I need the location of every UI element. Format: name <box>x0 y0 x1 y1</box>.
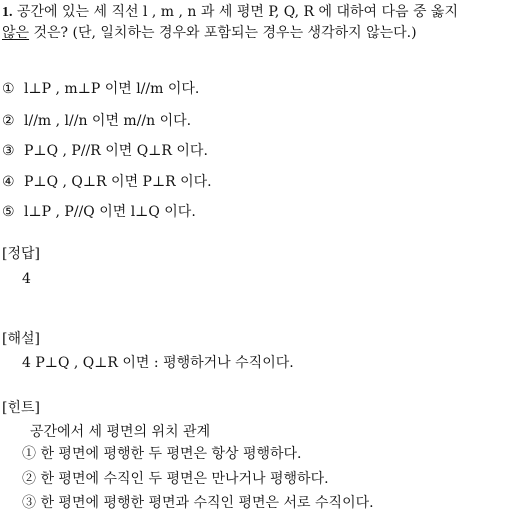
hint-label: [힌트] <box>2 400 40 416</box>
option-text: l⊥P , m⊥P 이면 l//m 이다. <box>24 81 200 97</box>
option-mark: ④ <box>2 174 15 190</box>
hint-item-1: ① 한 평면에 평행한 두 평면은 항상 평행하다. <box>22 446 302 462</box>
hint-item-2: ② 한 평면에 수직인 두 평면은 만나거나 평행하다. <box>22 471 329 487</box>
explanation-label: [해설] <box>2 331 40 347</box>
option-5[interactable] <box>2 203 196 221</box>
hint-title: 공간에서 세 평면의 위치 관계 <box>30 424 211 440</box>
option-mark: ③ <box>2 143 15 159</box>
hint-item-3: ③ 한 평면에 평행한 평면과 수직인 평면은 서로 수직이다. <box>22 495 374 511</box>
option-1[interactable] <box>2 80 199 98</box>
explanation-text: 4 P⊥Q , Q⊥R 이면 : 평행하거나 수직이다. <box>22 355 294 371</box>
option-2[interactable] <box>2 112 191 130</box>
question-stem-emphasis: 않은 <box>2 25 30 41</box>
question-stem-condition: 것은? (단, 일치하는 경우와 포함되는 경우는 생각하지 않는다.) <box>29 25 417 41</box>
answer-value: 4 <box>22 271 31 287</box>
question-stem-text: 공간에 있는 세 직선 l , m , n 과 세 평면 P, Q, R 에 대하여 다음 중 옳지 <box>16 4 458 20</box>
option-mark: ① <box>2 81 15 97</box>
question-number: 1. <box>2 5 13 20</box>
answer-label: [정답] <box>2 246 40 262</box>
option-text: l//m , l//n 이면 m//n 이다. <box>24 113 192 129</box>
question-stem-line2 <box>2 24 417 42</box>
option-mark: ② <box>2 113 15 129</box>
option-3[interactable] <box>2 142 208 160</box>
option-text: l⊥P , P//Q 이면 l⊥Q 이다. <box>24 204 196 220</box>
option-mark: ⑤ <box>2 204 15 220</box>
option-text: P⊥Q , P//R 이면 Q⊥R 이다. <box>24 143 208 159</box>
option-4[interactable] <box>2 173 212 191</box>
option-text: P⊥Q , Q⊥R 이면 P⊥R 이다. <box>24 174 212 190</box>
question-stem-line1 <box>2 3 458 22</box>
